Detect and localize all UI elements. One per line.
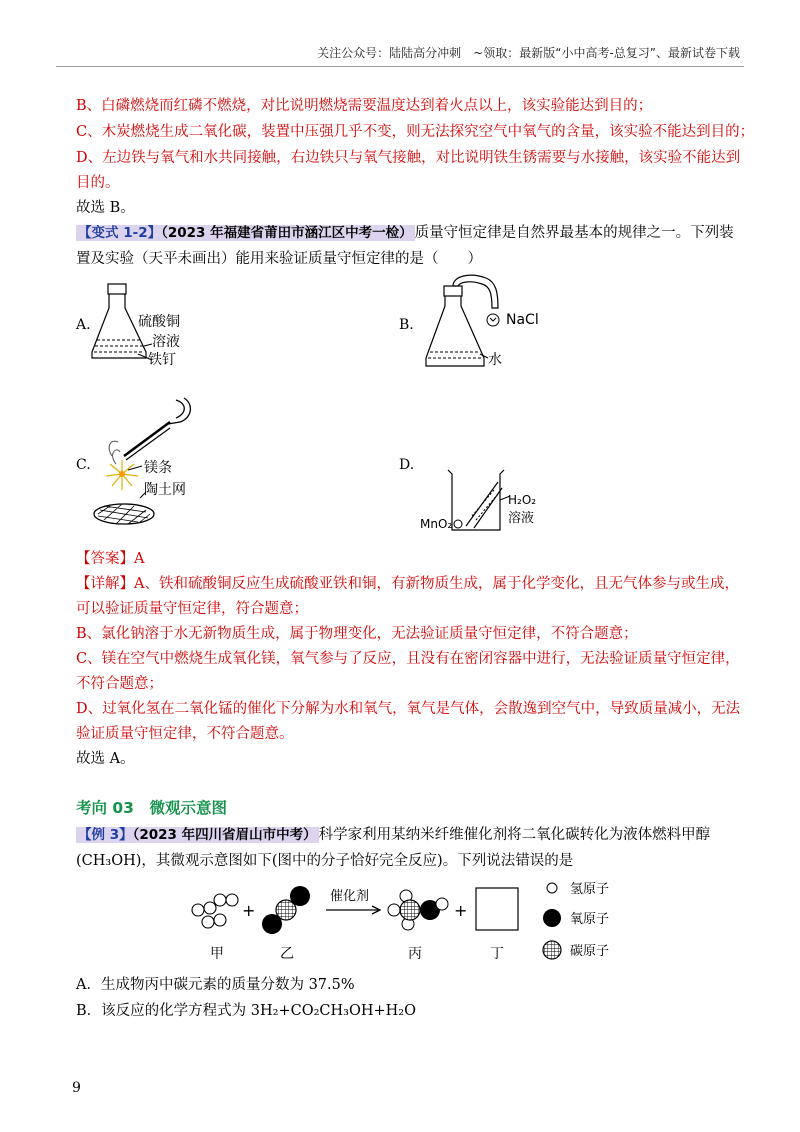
option-d-label-mno2: MnO₂ bbox=[420, 517, 453, 531]
variant-question-line1 bbox=[76, 222, 734, 244]
option-d-letter: D. bbox=[399, 457, 415, 473]
detail-b: B、氯化钠溶于水无新物质生成，属于物理变化，无法验证质量守恒定律，不符合题意； bbox=[76, 626, 638, 642]
variant-question-text2: 置及实验（天平未画出）能用来验证质量守恒定律的是（ ） bbox=[76, 251, 482, 267]
prev-conclusion: 故选 B。 bbox=[76, 200, 135, 216]
legend-oxygen: 氧原子 bbox=[570, 912, 610, 927]
reactant-jia bbox=[192, 894, 238, 928]
product-ding-box bbox=[476, 888, 518, 930]
option-a-label-cuso4: 硫酸铜 bbox=[138, 314, 180, 330]
detail-d2: 验证质量守恒定律，不符合题意。 bbox=[76, 726, 294, 742]
prev-solution-b: B、白磷燃烧而红磷不燃烧，对比说明燃烧需要温度达到着火点以上，该实验能达到目的； bbox=[76, 98, 653, 114]
legend-carbon: 碳原子 bbox=[570, 944, 610, 959]
detail-c2: 不符合题意； bbox=[76, 676, 163, 692]
option-c-letter: C. bbox=[76, 457, 91, 473]
answer-value: A bbox=[134, 551, 145, 567]
option-d-label-h2o2: H₂O₂ bbox=[508, 493, 537, 507]
option-d-label-solution: 溶液 bbox=[508, 511, 535, 526]
option-b-figure bbox=[420, 274, 560, 374]
variant-conclusion: 故选 A。 bbox=[76, 751, 135, 767]
option-d-figure bbox=[418, 460, 558, 540]
option-b-label-water: 水 bbox=[488, 352, 502, 368]
detail-d1: D、过氧化氢在二氧化锰的催化下分解为水和氧气，氧气是气体，会散逸到空气中，导致质量减小，无法 bbox=[76, 701, 741, 717]
option-a-figure bbox=[88, 282, 198, 374]
section-title: 考向 03 微观示意图 bbox=[76, 799, 227, 817]
page-number: 9 bbox=[72, 1080, 81, 1096]
option-b-letter: B. bbox=[399, 317, 414, 333]
legend-hydrogen: 氢原子 bbox=[570, 882, 610, 897]
label-ding: 丁 bbox=[490, 946, 504, 962]
example-question-line1 bbox=[76, 824, 710, 846]
svg-text:+: + bbox=[242, 901, 256, 920]
svg-text:+: + bbox=[454, 901, 468, 920]
variant-tag: 【变式 1-2】（2023 年福建省莆田市涵江区中考一检） bbox=[78, 225, 413, 241]
page-header: 关注公众号：陆陆高分冲刺 ~领取：最新版“小中高考-总复习”、最新试卷下载 bbox=[317, 46, 740, 60]
variant-question-text1: 质量守恒定律是自然界最基本的规律之一。下列装 bbox=[414, 225, 734, 241]
option-c-label-mg: 镁条 bbox=[144, 460, 172, 476]
option-c-label-gauze: 陶土网 bbox=[144, 482, 186, 498]
detail-c1: C、镁在空气中燃烧生成氧化镁，氧气参与了反应，且没有在密闭容器中进行，无法验证质量守恒定律， bbox=[76, 651, 740, 667]
example-option-a: A．生成物丙中碳元素的质量分数为 37.5% bbox=[76, 977, 355, 993]
reactant-yi bbox=[262, 886, 310, 934]
catalyst-label: 催化剂 bbox=[330, 889, 370, 904]
label-jia: 甲 bbox=[210, 946, 224, 962]
option-b-label-nacl: NaCl bbox=[506, 312, 539, 328]
label-yi: 乙 bbox=[280, 946, 294, 962]
micro-diagram bbox=[180, 878, 640, 968]
example-question-text2: (CH₃OH)，其微观示意图如下(图中的分子恰好完全反应)。下列说法错误的是 bbox=[76, 853, 574, 869]
detail-a1: 【详解】A、铁和硫酸铜反应生成硫酸亚铁和铜，有新物质生成，属于化学变化，且无气体参与或生成， bbox=[76, 576, 739, 592]
example-tag: 【例 3】（2023 年四川省眉山市中考） bbox=[78, 827, 317, 843]
header-rule bbox=[56, 66, 744, 67]
label-bing: 丙 bbox=[408, 946, 422, 962]
option-a-label-nail: 铁钉 bbox=[148, 352, 176, 368]
prev-solution-d1: D、左边铁与氧气和水共同接触，右边铁只与氧气接触，对比说明铁生锈需要与水接触，该实验不能达到 bbox=[76, 150, 741, 166]
answer-line: 【答案】A bbox=[76, 551, 145, 567]
option-a-label-solution: 溶液 bbox=[152, 334, 180, 350]
example-option-b: B．该反应的化学方程式为 3H₂+CO₂CH₃OH+H₂O bbox=[76, 1003, 416, 1019]
option-c-figure bbox=[88, 394, 218, 530]
prev-solution-c: C、木炭燃烧生成二氧化碳，装置中压强几乎不变，则无法探究空气中氧气的含量，该实验不能达到目的； bbox=[76, 124, 755, 140]
prev-solution-d2: 目的。 bbox=[76, 175, 120, 191]
option-a-letter: A. bbox=[76, 317, 91, 333]
example-question-text1: 科学家利用某纳米纤维催化剂将二氧化碳转化为液体燃料甲醇 bbox=[318, 827, 711, 843]
detail-a2: 可以验证质量守恒定律，符合题意； bbox=[76, 601, 308, 617]
product-bing bbox=[388, 890, 448, 930]
